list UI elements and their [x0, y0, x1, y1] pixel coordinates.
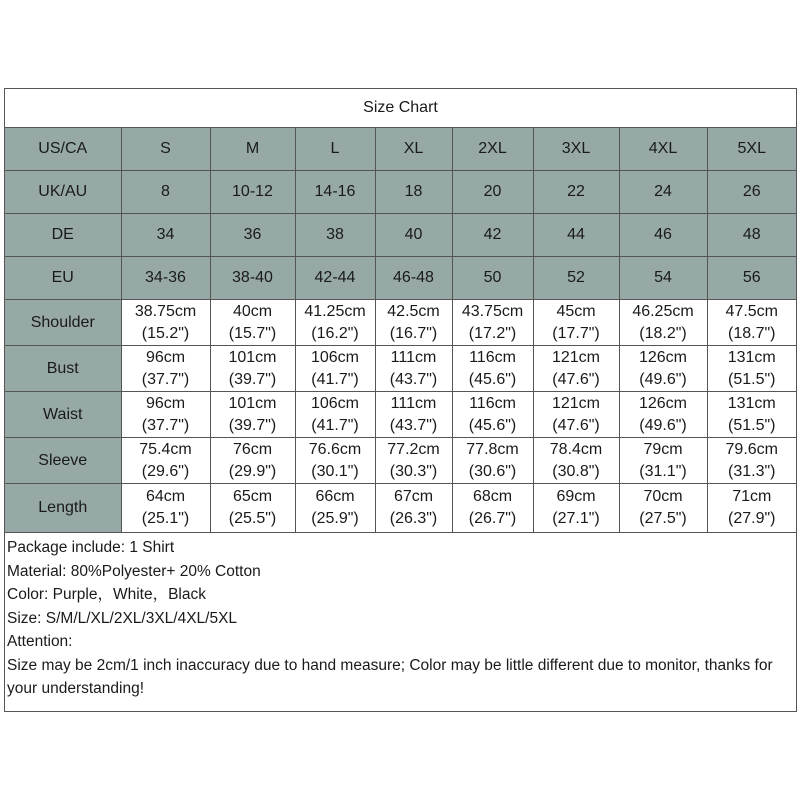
cm-value: 42.5cm: [387, 302, 440, 320]
size-code-cell: 46-48: [375, 257, 452, 300]
inch-value: (25.9"): [311, 510, 359, 527]
cm-value: 78.4cm: [549, 440, 603, 458]
inch-value: (16.2"): [311, 324, 359, 342]
inch-value: (25.1"): [141, 510, 190, 527]
inch-value: (30.6"): [468, 462, 517, 480]
cm-value: 111cm: [390, 348, 437, 366]
cm-value: 116cm: [469, 348, 516, 366]
row-label: Sleeve: [5, 438, 121, 484]
cm-value: 121cm: [551, 394, 601, 412]
measurement-row: [5, 392, 796, 438]
inch-value: (31.3"): [728, 462, 776, 480]
inch-value: (30.1"): [311, 462, 359, 480]
cm-value: 46.25cm: [632, 302, 694, 320]
row-label: Bust: [5, 346, 121, 392]
measurement-cell: [375, 300, 452, 346]
inch-value: (29.9"): [228, 462, 277, 480]
inch-value: (47.6"): [552, 370, 600, 388]
inch-value: (26.3"): [389, 510, 438, 527]
cm-value: 96cm: [145, 394, 186, 412]
inch-value: (41.7"): [311, 370, 359, 388]
measurement-cell: [619, 346, 707, 392]
inch-value: (45.6"): [468, 370, 517, 388]
inch-value: (49.6"): [639, 416, 687, 434]
cm-value: 66cm: [315, 488, 355, 505]
inch-value: (26.7"): [468, 510, 517, 527]
cm-value: 77.2cm: [387, 440, 440, 458]
cm-value: 96cm: [145, 348, 186, 366]
size-code-cell: 50: [452, 257, 533, 300]
inch-value: (39.7"): [228, 416, 277, 434]
row-label: Length: [5, 484, 121, 533]
measurement-cell: [452, 300, 533, 346]
cm-value: 106cm: [310, 348, 360, 366]
measurement-row: [5, 484, 796, 533]
measurement-cell: [375, 392, 452, 438]
size-note: Size: S/M/L/XL/2XL/3XL/4XL/5XL: [7, 609, 238, 627]
measurement-cell: [533, 346, 619, 392]
size-table: [5, 128, 796, 533]
measurement-cell: [533, 484, 619, 533]
size-code-cell: 42-44: [295, 257, 375, 300]
package-note: Package include: 1 Shirt: [7, 539, 175, 556]
size-code-cell: 26: [707, 171, 796, 214]
size-code-cell: 5XL: [707, 128, 796, 171]
material-note: Material: 80%Polyester+ 20% Cotton: [7, 562, 261, 580]
inch-value: (47.6"): [552, 416, 600, 434]
size-code-cell: 38: [295, 214, 375, 257]
measurement-cell: [452, 346, 533, 392]
inch-value: (15.7"): [228, 324, 277, 342]
chart-title: Size Chart: [5, 89, 796, 128]
measurement-cell: [707, 346, 796, 392]
measurement-cell: [707, 300, 796, 346]
cm-value: 40cm: [232, 302, 273, 320]
inch-value: (31.1"): [639, 462, 687, 480]
measurement-cell: [121, 438, 210, 484]
product-notes: [5, 533, 796, 701]
inch-value: (27.9"): [728, 510, 776, 527]
measurement-cell: [375, 438, 452, 484]
disclaimer-note: Size may be 2cm/1 inch inaccuracy due to hand measure; Color may be little different due to monitor, thanks for your understanding!: [7, 656, 773, 697]
measurement-cell: [295, 346, 375, 392]
size-code-cell: 46: [619, 214, 707, 257]
size-code-cell: 3XL: [533, 128, 619, 171]
size-code-cell: 10-12: [210, 171, 295, 214]
measurement-cell: [452, 438, 533, 484]
size-code-cell: 34: [121, 214, 210, 257]
size-code-cell: S: [121, 128, 210, 171]
size-code-cell: 38-40: [210, 257, 295, 300]
size-chart-sheet: [4, 88, 797, 712]
size-code-cell: 36: [210, 214, 295, 257]
size-code-cell: 44: [533, 214, 619, 257]
size-code-cell: 2XL: [452, 128, 533, 171]
measurement-cell: [533, 438, 619, 484]
inch-value: (18.7"): [728, 324, 776, 342]
cm-value: 79cm: [643, 440, 683, 458]
inch-value: (18.2"): [639, 324, 687, 342]
size-code-cell: 14-16: [295, 171, 375, 214]
cm-value: 126cm: [638, 394, 688, 412]
inch-value: (27.5"): [639, 510, 687, 527]
cm-value: 101cm: [228, 348, 277, 366]
measurement-cell: [210, 438, 295, 484]
row-label: Waist: [5, 392, 121, 438]
size-code-cell: 20: [452, 171, 533, 214]
size-code-cell: 24: [619, 171, 707, 214]
measurement-cell: [210, 300, 295, 346]
inch-value: (41.7"): [311, 416, 359, 434]
size-code-cell: 42: [452, 214, 533, 257]
size-code-cell: 34-36: [121, 257, 210, 300]
size-code-row: [5, 257, 796, 300]
size-code-cell: 52: [533, 257, 619, 300]
inch-value: (43.7"): [389, 416, 438, 434]
cm-value: 69cm: [556, 488, 596, 505]
cm-value: 65cm: [232, 488, 273, 505]
inch-value: (15.2"): [141, 324, 190, 342]
cm-value: 38.75cm: [134, 302, 197, 320]
measurement-cell: [619, 392, 707, 438]
cm-value: 126cm: [638, 348, 688, 366]
cm-value: 131cm: [727, 348, 776, 366]
measurement-cell: [295, 392, 375, 438]
measurement-row: [5, 438, 796, 484]
cm-value: 111cm: [390, 394, 437, 412]
inch-value: (39.7"): [228, 370, 277, 388]
cm-value: 41.25cm: [304, 302, 366, 320]
size-code-cell: L: [295, 128, 375, 171]
inch-value: (30.8"): [552, 462, 600, 480]
cm-value: 131cm: [727, 394, 776, 412]
measurement-cell: [295, 484, 375, 533]
measurement-cell: [619, 438, 707, 484]
inch-value: (45.6"): [468, 416, 517, 434]
inch-value: (17.2"): [468, 324, 517, 342]
cm-value: 43.75cm: [461, 302, 524, 320]
measurement-row: [5, 346, 796, 392]
size-code-cell: 8: [121, 171, 210, 214]
measurement-cell: [452, 392, 533, 438]
measurement-cell: [121, 346, 210, 392]
cm-value: 76cm: [232, 440, 273, 458]
measurement-cell: [295, 300, 375, 346]
measurement-cell: [121, 392, 210, 438]
inch-value: (25.5"): [228, 510, 277, 527]
cm-value: 106cm: [310, 394, 360, 412]
measurement-cell: [533, 392, 619, 438]
measurement-cell: [375, 484, 452, 533]
measurement-cell: [707, 484, 796, 533]
size-code-cell: M: [210, 128, 295, 171]
cm-value: 121cm: [551, 348, 601, 366]
cm-value: 67cm: [393, 488, 434, 505]
measurement-cell: [619, 300, 707, 346]
size-code-row: [5, 171, 796, 214]
inch-value: (17.7"): [552, 324, 600, 342]
size-code-cell: 54: [619, 257, 707, 300]
size-code-cell: 18: [375, 171, 452, 214]
measurement-cell: [121, 300, 210, 346]
inch-value: (43.7"): [389, 370, 438, 388]
row-label: Shoulder: [5, 300, 121, 346]
inch-value: (51.5"): [728, 370, 776, 388]
cm-value: 47.5cm: [725, 302, 778, 320]
inch-value: (37.7"): [141, 416, 190, 434]
measurement-cell: [533, 300, 619, 346]
measurement-cell: [210, 346, 295, 392]
row-label: UK/AU: [5, 171, 121, 214]
measurement-cell: [210, 484, 295, 533]
measurement-row: [5, 300, 796, 346]
cm-value: 75.4cm: [139, 440, 192, 458]
cm-value: 71cm: [732, 488, 772, 505]
cm-value: 70cm: [643, 488, 683, 505]
row-label: DE: [5, 214, 121, 257]
cm-value: 77.8cm: [466, 440, 519, 458]
inch-value: (27.1"): [552, 510, 600, 527]
inch-value: (16.7"): [389, 324, 438, 342]
inch-value: (49.6"): [639, 370, 687, 388]
measurement-cell: [210, 392, 295, 438]
size-code-row: [5, 214, 796, 257]
cm-value: 45cm: [556, 302, 596, 320]
measurement-cell: [295, 438, 375, 484]
attention-note: Attention:: [7, 633, 73, 650]
cm-value: 76.6cm: [308, 440, 362, 458]
cm-value: 64cm: [145, 488, 186, 505]
size-code-cell: XL: [375, 128, 452, 171]
measurement-cell: [375, 346, 452, 392]
color-note: Color: Purple，White，Black: [7, 586, 206, 603]
inch-value: (37.7"): [141, 370, 190, 388]
measurement-cell: [121, 484, 210, 533]
measurement-cell: [707, 438, 796, 484]
measurement-cell: [452, 484, 533, 533]
cm-value: 68cm: [472, 488, 513, 505]
measurement-cell: [707, 392, 796, 438]
size-code-row: [5, 128, 796, 171]
size-code-cell: 4XL: [619, 128, 707, 171]
row-label: US/CA: [5, 128, 121, 171]
inch-value: (29.6"): [141, 462, 190, 480]
cm-value: 79.6cm: [725, 440, 778, 458]
cm-value: 101cm: [228, 394, 277, 412]
inch-value: (30.3"): [389, 462, 438, 480]
cm-value: 116cm: [469, 394, 516, 412]
size-code-cell: 22: [533, 171, 619, 214]
size-code-cell: 48: [707, 214, 796, 257]
inch-value: (51.5"): [728, 416, 776, 434]
size-code-cell: 40: [375, 214, 452, 257]
row-label: EU: [5, 257, 121, 300]
size-code-cell: 56: [707, 257, 796, 300]
measurement-cell: [619, 484, 707, 533]
